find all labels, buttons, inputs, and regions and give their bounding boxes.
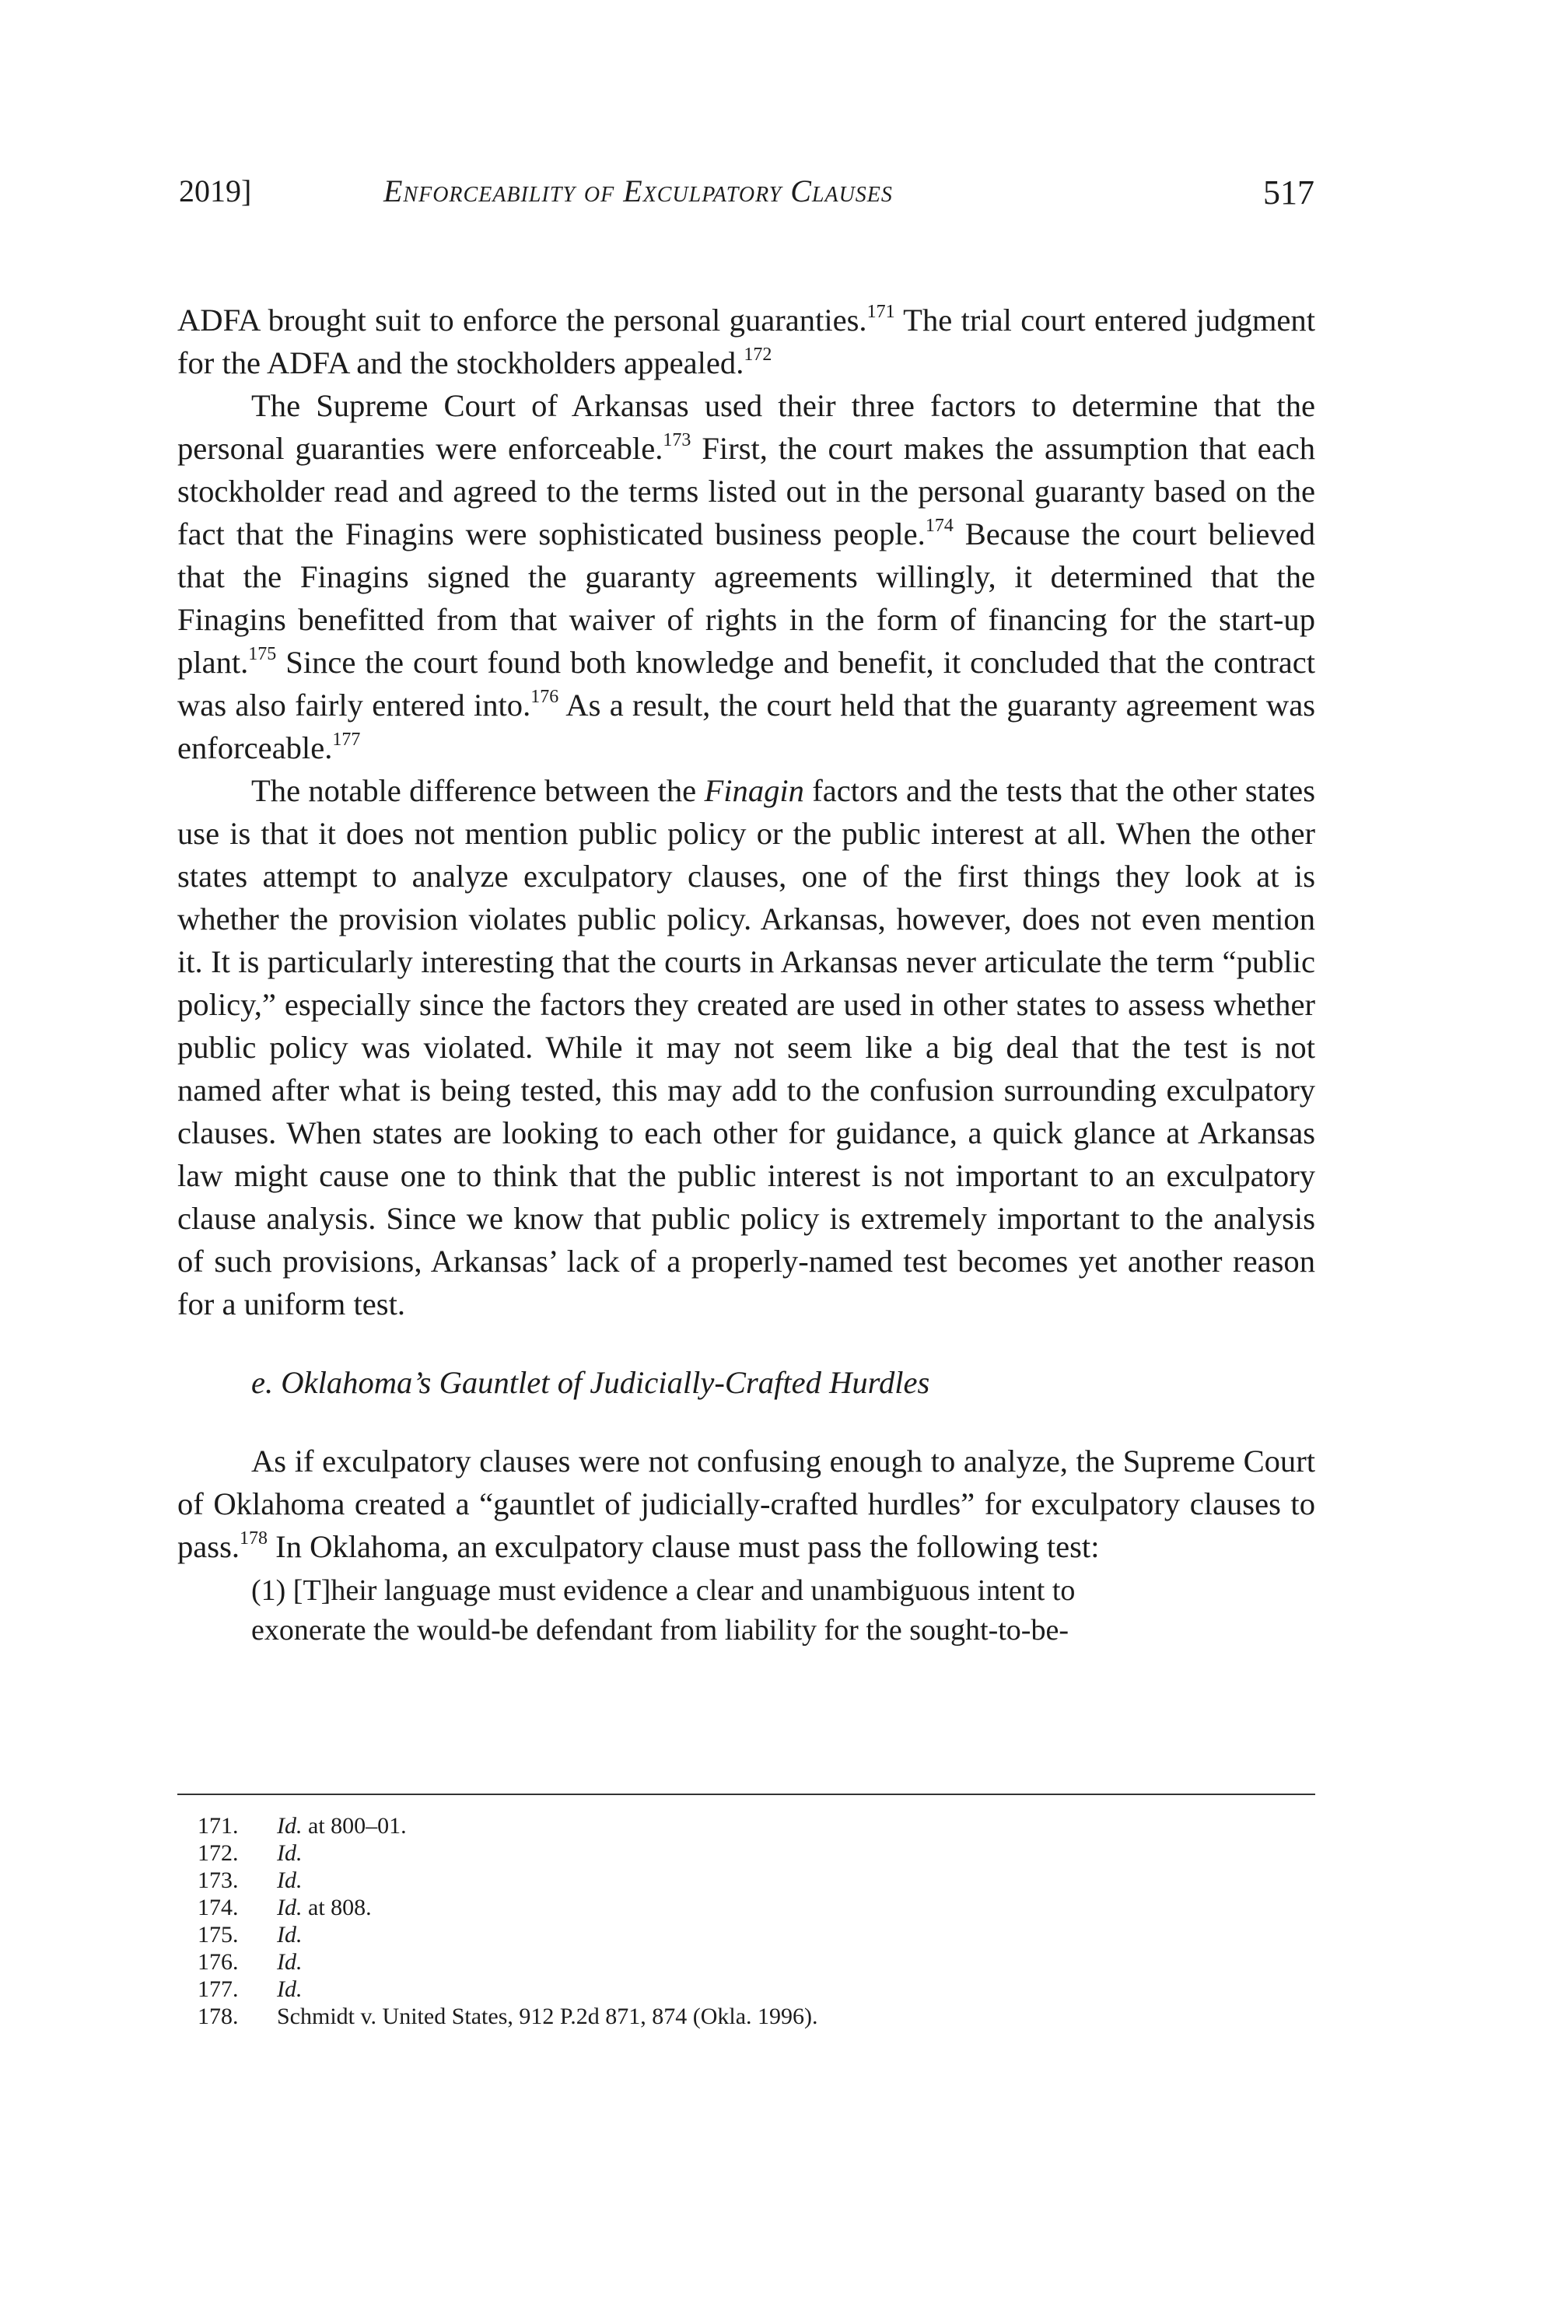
footnote-ref: 171: [866, 302, 895, 323]
paragraph-text: The notable difference between the: [251, 773, 705, 808]
footnote: [177, 1976, 1315, 2003]
footnote-italic: Id.: [277, 1949, 303, 1975]
footnote-number: 173.: [198, 1867, 239, 1893]
footnote-ref: 178: [240, 1528, 268, 1549]
footnote-ref: 172: [744, 345, 772, 366]
footnote-italic: Id.: [277, 1895, 303, 1920]
footnote-number: 174.: [198, 1895, 239, 1920]
footnote-ref: 173: [663, 430, 691, 451]
footnote-ref: 174: [925, 516, 954, 537]
footnote-italic: Id.: [277, 1922, 303, 1948]
footnote-italic: Id.: [277, 1813, 303, 1839]
paragraph-text: Since the court found both knowledge and benefit, it concluded that the contract was also fairly entered into.: [177, 645, 1315, 723]
section-heading: e. Oklahoma’s Gauntlet of Judicially-Crafted Hurdles: [251, 1365, 930, 1400]
footnote-number: 171.: [198, 1813, 239, 1839]
footnote-text: [277, 2003, 818, 2030]
footnotes: [177, 1812, 1315, 2030]
footnote-ref: 175: [248, 644, 277, 665]
footnote-ref: 176: [530, 687, 559, 708]
case-name: Finagin: [704, 773, 804, 808]
running-head: [179, 173, 1314, 219]
footnote-italic: Id.: [277, 1840, 303, 1866]
paragraph-text: The trial court entered judgment for the ADFA and the stockholders appealed.: [177, 303, 1315, 380]
paragraph-text: In Oklahoma, an exculpatory clause must pass the following test:: [268, 1529, 1100, 1564]
footnote-italic: Id.: [277, 1867, 303, 1893]
paragraph-text: As a result, the court held that the guaranty agreement was enforceable.: [177, 688, 1316, 765]
block-quote-line: exonerate the would-be defendant from liability for the sought-to-be-: [251, 1614, 1069, 1647]
footnote-text: [277, 1867, 303, 1894]
footnote: [177, 1812, 1315, 1839]
footnote-number: 176.: [198, 1949, 239, 1975]
footnote-text: [277, 1976, 303, 2003]
footnote-rest: at 808.: [302, 1895, 372, 1920]
paragraph-1: [177, 299, 1315, 384]
footnote-italic: Id.: [277, 1976, 303, 2002]
footnote-number: 177.: [198, 1976, 239, 2002]
paragraph-text: factors and the tests that the other states use is that it does not mention public policy or the public interest at all. When the other states attempt to analyze exculpatory clauses, one of the first things they look at is whether the provision violates public policy. Arkansas, however, does not even mention it. It is particularly interesting that the courts in Arkansas never articulate the term “public policy,” especially since the factors they created are used in other states to assess whether public policy was violated. While it may not seem like a big deal that the test is not named after what is being tested, this may add to the confusion surrounding exculpatory clauses. When states are looking to each other for guidance, a quick glance at Arkansas law might cause one to think that the public interest is not important to an exculpatory clause analysis. Since we know that public policy is extremely important to the analysis of such provisions, Arkansas’ lack of a properly-named test becomes yet another reason for a uniform test.: [177, 773, 1315, 1321]
footnote-text: [277, 1948, 303, 1976]
footnote-number: 178.: [198, 2004, 239, 2029]
footnote-text: [277, 1812, 407, 1839]
footnote: [177, 1921, 1315, 1948]
paragraph-3: [177, 769, 1315, 1325]
paragraph-text: First, the court makes the assumption that each stockholder read and agreed to the terms listed out in the personal guaranty based on the fact that the Finagins were sophisticated business people.: [177, 431, 1316, 551]
footnote-divider: [177, 1794, 1315, 1795]
footnote-text: [277, 1839, 303, 1867]
block-quote: [177, 1571, 1315, 1650]
footnote-number: 175.: [198, 1922, 239, 1948]
paragraph-4: [177, 1440, 1315, 1568]
running-head-title: Enforceability of Exculpatory Clauses: [383, 173, 893, 208]
block-quote-line: (1) [T]heir language must evidence a clear and unambiguous intent to: [251, 1574, 1076, 1607]
body-text: [177, 299, 1315, 1650]
running-head-year: 2019]: [179, 173, 252, 208]
footnote-ref: 177: [332, 730, 361, 751]
footnote: [177, 1948, 1315, 1976]
footnote: [177, 1894, 1315, 1921]
footnote-text: [277, 1894, 372, 1921]
paragraph-text: ADFA brought suit to enforce the personal guaranties.: [177, 303, 867, 338]
page-number: 517: [1263, 173, 1314, 212]
paragraph-2: [177, 384, 1315, 769]
footnote-number: 172.: [198, 1840, 239, 1866]
paragraph-text: As if exculpatory clauses were not confusing enough to analyze, the Supreme Court of Oklahoma created a “gauntlet of judicially-crafted hurdles” for exculpatory clauses to pass.: [177, 1444, 1315, 1564]
footnote-rest: Schmidt v. United States, 912 P.2d 871, 874 (Okla. 1996).: [277, 2004, 818, 2029]
footnote: [177, 1867, 1315, 1894]
paragraph-text: The Supreme Court of Arkansas used their three factors to determine that the personal guaranties were enforceable.: [177, 388, 1315, 466]
footnote-text: [277, 1921, 303, 1948]
footnote: [177, 1839, 1315, 1867]
paragraph-text: Because the court believed that the Finagins signed the guaranty agreements willingly, it determined that the Finagins benefitted from that waiver of rights in the form of financing for the start-up plant.: [177, 516, 1315, 680]
footnote: [177, 2003, 1315, 2030]
footnote-rest: at 800–01.: [302, 1813, 407, 1839]
